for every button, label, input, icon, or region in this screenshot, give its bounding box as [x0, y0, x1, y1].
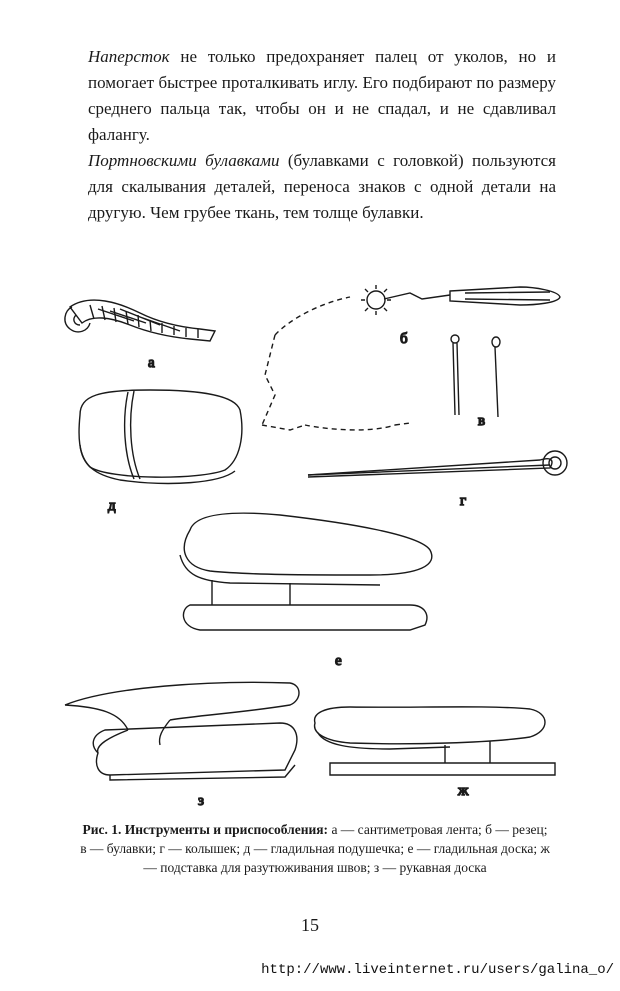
label-z: з	[198, 793, 204, 809]
term-thimble: Наперсток	[88, 47, 170, 66]
pins-drawing	[451, 335, 500, 417]
caption-title: Рис. 1. Инструменты и приспособления:	[82, 822, 329, 837]
pressing-cushion-drawing	[79, 390, 242, 483]
paragraph-thimble	[88, 44, 556, 148]
label-a: а	[148, 355, 155, 371]
tools-figure	[50, 275, 580, 809]
ironing-board-drawing	[180, 513, 432, 630]
paragraph-thimble-text: не только предохраняет палец от уколов, но и помогает быстрее проталкивать иглу. Его подбирают по размеру среднего пальца так, чтобы он и не спадал, и не сдавливал фалангу.	[88, 47, 556, 144]
watermark-url: http://www.liveinternet.ru/users/galina_o/	[261, 962, 614, 978]
term-pins: Портновскими булавками	[88, 151, 280, 170]
page-number: 15	[301, 915, 319, 935]
caption-text: а — сантиметровая лента; б — резец; в — булавки; г — колышек; д — гладильная подушечка; е — гладильная доска; ж — подставка для разутюживания швов; з — рукавная доска	[80, 822, 550, 875]
body-text	[88, 44, 556, 226]
label-zh: ж	[458, 783, 469, 799]
sleeve-board-drawing	[65, 682, 299, 780]
label-b: б	[400, 331, 408, 347]
seam-stand-drawing	[315, 707, 555, 775]
figure-caption	[80, 820, 550, 877]
tracing-wheel-drawing	[262, 285, 560, 430]
paragraph-pins-text: (булавками с головкой) пользуются для скалывания деталей, переноса знаков с одной детали на другую. Чем грубее ткань, тем толще булавки.	[88, 151, 557, 222]
bodkin-drawing	[308, 451, 567, 477]
label-v: в	[478, 413, 486, 429]
label-g: г	[460, 493, 467, 509]
label-d: д	[108, 498, 116, 514]
measuring-tape-drawing	[65, 300, 215, 341]
tools-illustration	[50, 275, 580, 809]
paragraph-pins	[88, 148, 556, 226]
label-e: е	[335, 653, 342, 669]
